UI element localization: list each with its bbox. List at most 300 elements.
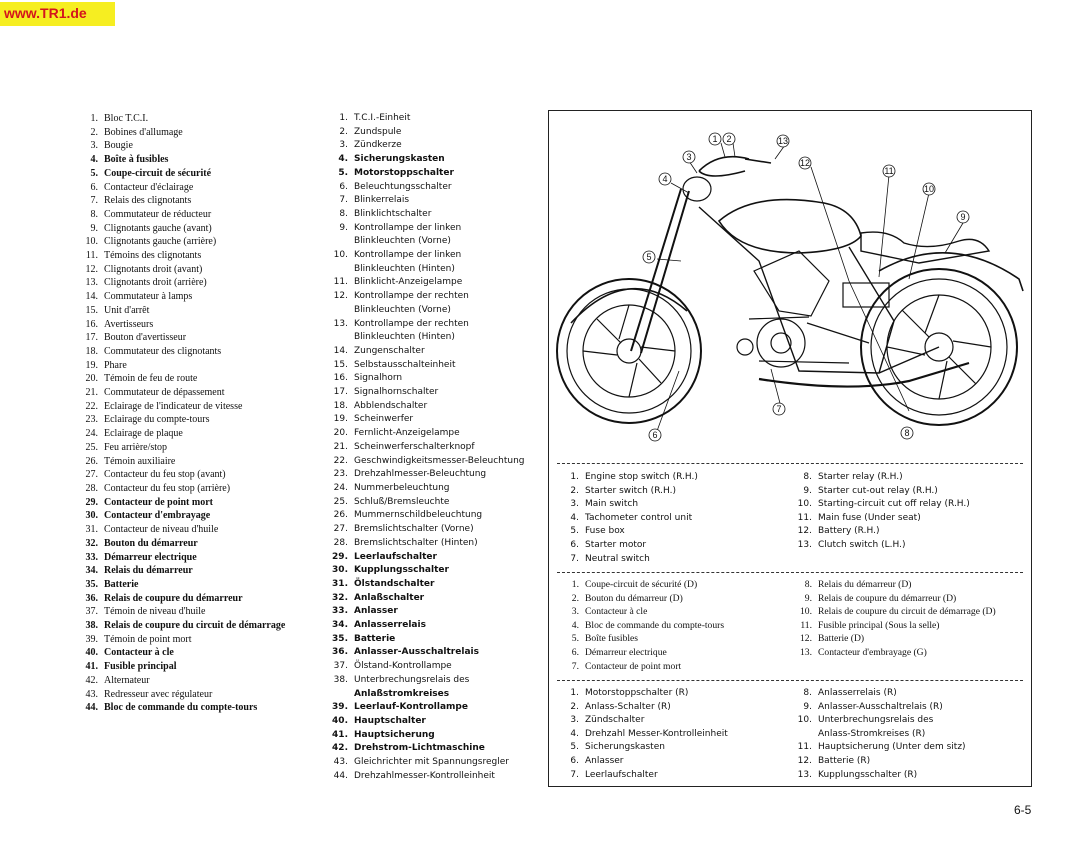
list-item [794,646,1023,660]
item-number: 12. [800,633,812,645]
item-number: 35. [332,633,348,644]
item-label: Hauptschalter [354,715,426,726]
list-item [82,455,285,469]
list-item [328,222,525,236]
list-item [794,539,1023,553]
item-number: 15. [85,304,98,316]
item-number: 29. [85,496,98,508]
item-label: Batterie [104,578,139,590]
item-number: 31. [332,578,348,589]
item-number: 13. [85,277,98,289]
item-label: Starter motor [585,539,647,550]
headlight [683,177,711,201]
item-label: Témoins des clignotants [104,250,202,262]
item-number: 8. [803,472,812,482]
callout-label: 5 [646,252,652,262]
item-label: Contacteur d'éclairage [104,181,194,193]
list-item [82,537,285,551]
list-item [82,263,285,277]
list-item [82,331,285,345]
list-item [82,139,285,153]
item-label: Zündkerze [354,140,402,151]
item-label: Fuse box [585,526,625,537]
list-item [328,551,525,565]
item-label: Schluß/Bremsleuchte [354,496,450,507]
item-label: Anlasser [354,606,398,617]
item-number: 7. [90,195,98,207]
callout-label: 9 [960,212,966,222]
watermark: www.TR1.de [0,2,115,26]
item-number: 31. [85,524,98,536]
item-label: Boîte à fusibles [104,154,169,166]
list-item [561,498,790,512]
item-label: Selbstausschalteinheit [354,359,456,370]
list-item [328,167,525,181]
legend-french [561,578,1023,673]
item-number: 1. [339,113,348,123]
item-number: 8. [90,208,98,220]
item-number: 36. [85,592,98,604]
list-item [328,756,525,770]
item-number: 6. [339,181,348,192]
item-label: Main fuse (Under seat) [818,512,921,523]
list-item [561,646,790,660]
item-label: Geschwindigkeitsmesser-Beleuchtung [354,455,525,466]
item-number: 6. [571,646,579,658]
callout-label: 7 [776,404,782,414]
item-number: 3. [90,140,98,152]
list-item [82,468,285,482]
item-label: Starter cut-out relay (R.H.) [818,485,938,496]
list-item [328,126,525,140]
item-label: Commutateur de réducteur [104,208,212,220]
callout-label: 4 [662,174,668,184]
item-number: 5. [570,742,579,753]
item-label: Kupplungsschalter (R) [818,769,918,780]
list-item [328,715,525,729]
item-number: 10. [797,499,812,510]
item-number: 30. [85,510,98,522]
front-wheel [557,279,701,423]
item-label: Engine stop switch (R.H.) [585,472,698,482]
item-label: Bouton du démarreur [104,537,198,549]
item-label: Fusible principal [104,661,177,673]
list-item [82,605,285,619]
item-label: Commutateur à lamps [104,291,193,303]
list-item [328,112,525,126]
item-label: Battery (R.H.) [818,526,880,537]
item-number: 14. [85,291,98,303]
list-item [328,139,525,153]
list-item [561,769,790,783]
list-item [561,714,790,728]
list-item [328,729,525,743]
item-label: Signalhornschalter [354,387,439,398]
item-label: Gleichrichter mit Spannungsregler [354,757,509,768]
item-label: Alternateur [104,674,150,686]
item-number: 10. [333,250,348,261]
item-label: Motorstoppschalter (R) [585,688,689,698]
item-label: Bloc de commande du compte-tours [104,702,258,714]
list-item [561,525,790,539]
item-label: Blinkleuchten (Vorne) [354,236,451,247]
list-item [328,413,525,427]
item-label: Batterie [354,633,396,644]
item-number: 12. [797,755,812,766]
item-number: 1. [570,472,579,482]
item-number: 36. [332,647,348,658]
item-label: Main switch [585,499,639,510]
list-item [328,276,525,290]
list-item [82,372,285,386]
item-label: Drehzahl Messer-Kontrolleinheit [585,728,728,739]
item-label: Boîte fusibles [585,633,639,645]
callout-label: 10 [923,184,935,194]
legend-german [561,687,1023,782]
legend-separator [557,572,1023,573]
list-item [82,509,285,523]
item-number: 4. [570,512,579,523]
item-label: Démarreur electrique [104,551,197,563]
list-item [82,688,285,702]
list-item [82,249,285,263]
list-item [82,181,285,195]
item-number: 2. [90,126,98,138]
item-number [794,728,818,742]
item-number: 35. [85,578,98,590]
list-item [82,276,285,290]
item-number: 10. [85,236,98,248]
list-item [561,701,790,715]
list-item [794,605,1023,619]
item-label: Neutral switch [585,553,650,564]
list-item [82,633,285,647]
front-fork [631,189,689,353]
item-number: 40. [85,647,98,659]
item-number: 30. [332,565,348,576]
item-number: 12. [333,291,348,302]
list-item [328,208,525,222]
item-number: 18. [333,400,348,411]
item-number: 11. [797,742,812,753]
item-number: 2. [570,485,579,496]
item-number: 6. [90,181,98,193]
item-number: 10. [797,715,812,726]
item-label: Scheinwerfer [354,414,414,425]
list-item [328,592,525,606]
list-item [328,427,525,441]
list-item [328,359,525,373]
list-item [561,728,790,742]
item-number: 32. [85,537,98,549]
item-label: Commutateur de dépassement [104,387,225,399]
list-item [561,660,790,674]
item-number [328,304,354,318]
item-number: 6. [570,755,579,766]
list-item [561,592,790,606]
item-label: Relais de coupure du circuit de démarrage (D) [818,606,996,618]
item-number: 25. [333,496,348,507]
item-label: Starter switch (R.H.) [585,485,676,496]
item-number: 9. [90,222,98,234]
item-label: Blinkleuchten (Vorne) [354,304,451,315]
item-number: 7. [571,660,579,672]
item-number: 1. [90,113,98,124]
item-number: 21. [85,387,98,399]
list-item [561,539,790,553]
item-label: Démarreur electrique [585,646,667,658]
item-number: 38. [85,620,98,632]
item-number: 22. [85,400,98,412]
item-number: 5. [570,526,579,537]
item-label: Contacteur du feu stop (avant) [104,469,226,481]
list-item [82,427,285,441]
item-label: Contacteur du feu stop (arrière) [104,482,231,494]
list-item [82,413,285,427]
list-item [328,153,525,167]
list-item [794,578,1023,592]
item-number: 3. [570,715,579,726]
item-label: Abblendschalter [354,400,428,411]
item-number [328,235,354,249]
list-item [794,714,1023,728]
item-number: 13. [333,318,348,329]
list-item [561,471,790,485]
item-label: Clutch switch (L.H.) [818,539,906,550]
page-number: 6-5 [1014,803,1032,817]
list-item [794,619,1023,633]
item-label: Batterie (R) [818,755,871,766]
item-number: 43. [333,757,348,768]
item-number: 28. [333,537,348,548]
item-number: 11. [333,277,348,288]
item-label: Beleuchtungsschalter [354,181,452,192]
item-number: 5. [571,633,579,645]
item-number: 3. [570,499,579,510]
item-label: Blinkerrelais [354,195,410,206]
item-label: Fusible principal (Sous la selle) [818,619,940,631]
item-number: 44. [333,770,348,781]
item-number: 7. [570,769,579,780]
item-label: Témoin auxiliaire [104,455,176,467]
list-item [328,468,525,482]
item-label: Hauptsicherung [354,729,435,740]
item-label: Tachometer control unit [585,512,693,523]
item-number: 3. [571,606,579,618]
seat [861,232,989,263]
item-label: Relais de coupure du démarreur (D) [818,592,957,604]
item-number: 39. [332,702,348,713]
list-item [561,605,790,619]
legend-separator [557,680,1023,681]
item-label: Unterbrechungsrelais des [354,674,470,685]
item-label: Relais des clignotants [104,195,192,207]
item-label: Eclairage de plaque [104,428,183,440]
item-label: Bouton d'avertisseur [104,332,187,344]
list-item [328,263,525,277]
list-item [82,359,285,373]
item-label: Témoin de point mort [104,633,192,645]
list-item [328,564,525,578]
list-item [328,646,525,660]
item-number: 10. [800,606,812,618]
item-number: 5. [338,167,348,178]
item-number: 17. [333,387,348,398]
item-label: Bobines d'allumage [104,126,183,138]
callout-label: 12 [799,158,811,168]
item-number: 19. [85,359,98,371]
item-label: Hauptsicherung (Unter dem sitz) [818,742,966,753]
item-label: Leerlaufschalter [354,551,437,562]
list-item [561,741,790,755]
item-label: Coupe-circuit de sécurité (D) [585,579,698,590]
item-number: 33. [85,551,98,563]
item-label: Redresseur avec régulateur [104,688,213,700]
callout-leaders [657,143,966,431]
list-item [561,755,790,769]
item-number: 6. [570,539,579,550]
list-item [82,646,285,660]
item-number [328,263,354,277]
item-label: Unterbrechungsrelais des [818,715,934,726]
item-label: Fernlicht-Anzeigelampe [354,428,460,439]
list-item [328,605,525,619]
list-item [82,564,285,578]
item-label: Zundspule [354,126,402,137]
list-item [82,304,285,318]
list-item [82,496,285,510]
item-number: 13. [800,646,812,658]
list-item [561,485,790,499]
item-label: Mummernschildbeleuchtung [354,510,483,521]
item-label: Ölstandschalter [354,578,435,589]
list-item [328,633,525,647]
item-label: Anlasser-Ausschaltrelais (R) [818,701,943,712]
list-item [328,674,525,688]
item-label: Zungenschalter [354,345,425,356]
item-label: Sicherungskasten [585,742,665,753]
item-label: Zündschalter [585,715,645,726]
item-label: Anlasser-Ausschaltrelais [354,647,479,658]
list-item [794,755,1023,769]
list-item [82,551,285,565]
item-label: Commutateur des clignotants [104,345,222,357]
item-number: 26. [333,510,348,521]
item-label: Témoin de feu de route [104,373,198,385]
list-item [82,290,285,304]
list-item [794,525,1023,539]
list-item [328,181,525,195]
item-label: Anlaßschalter [354,592,425,603]
item-number: 29. [332,551,348,562]
item-number: 9. [803,485,812,496]
callout-label: 3 [686,152,692,162]
item-label: Bloc T.C.I. [104,113,149,124]
list-item [328,537,525,551]
item-number: 39. [85,633,98,645]
item-number: 19. [333,414,348,425]
list-item [328,619,525,633]
item-number: 21. [333,441,348,452]
item-number: 34. [332,620,348,631]
item-number: 23. [85,414,98,426]
list-item [82,701,285,715]
item-number: 12. [85,263,98,275]
item-number: 16. [333,373,348,384]
item-label: Anlass-Stromkreises (R) [818,728,926,739]
item-number: 23. [333,469,348,480]
list-item [561,687,790,701]
list-item [328,331,525,345]
item-label: Anlasserrelais [354,620,426,631]
item-number: 37. [85,606,98,618]
item-number: 13. [797,539,812,550]
item-label: Phare [104,359,127,371]
list-item [82,400,285,414]
list-item [794,498,1023,512]
item-label: Bloc de commande du compte-tours [585,619,725,631]
list-item [328,290,525,304]
item-label: Leerlaufschalter [585,769,658,780]
item-number: 20. [333,428,348,439]
item-label: Ölstand-Kontrollampe [354,661,452,672]
item-label: Relais de coupure du circuit de démarrage [104,620,286,632]
list-item [328,578,525,592]
item-label: Contacteur de point mort [104,496,213,508]
item-label: Unit d'arrêt [104,304,150,316]
item-number: 9. [803,701,812,712]
item-label: Relais de coupure du démarreur [104,592,243,604]
item-number: 14. [333,345,348,356]
list-item [328,482,525,496]
list-item [328,455,525,469]
item-number: 5. [90,167,98,179]
item-label: Kontrollampe der linken [354,222,462,233]
list-item [794,632,1023,646]
item-number: 25. [85,441,98,453]
item-number: 16. [85,318,98,330]
item-number: 3. [339,140,348,151]
item-label: Nummerbeleuchtung [354,482,450,493]
list-item [328,509,525,523]
item-number: 15. [333,359,348,370]
list-item [82,345,285,359]
list-item [82,318,285,332]
item-label: Signalhorn [354,373,403,384]
item-number: 8. [339,208,348,219]
item-number: 13. [797,769,812,780]
list-item [328,701,525,715]
list-item [328,235,525,249]
item-label: Anlaßstromkreises [354,688,450,699]
list-item [82,592,285,606]
french-parts-list [82,112,285,715]
item-label: Leerlauf-Kontrollampe [354,702,468,713]
list-item [794,728,1023,742]
item-label: Kupplungsschalter [354,565,449,576]
handlebars [699,157,771,176]
item-label: Bouton du démarreur (D) [585,592,683,604]
item-number: 17. [85,332,98,344]
item-number: 37. [333,661,348,672]
item-number: 11. [797,512,812,523]
item-label: Anlass-Schalter (R) [585,701,671,712]
callout-label: 2 [726,134,732,144]
item-label: Anlasser [585,755,624,766]
item-number: 26. [85,455,98,467]
list-item [561,619,790,633]
item-number: 27. [85,469,98,481]
